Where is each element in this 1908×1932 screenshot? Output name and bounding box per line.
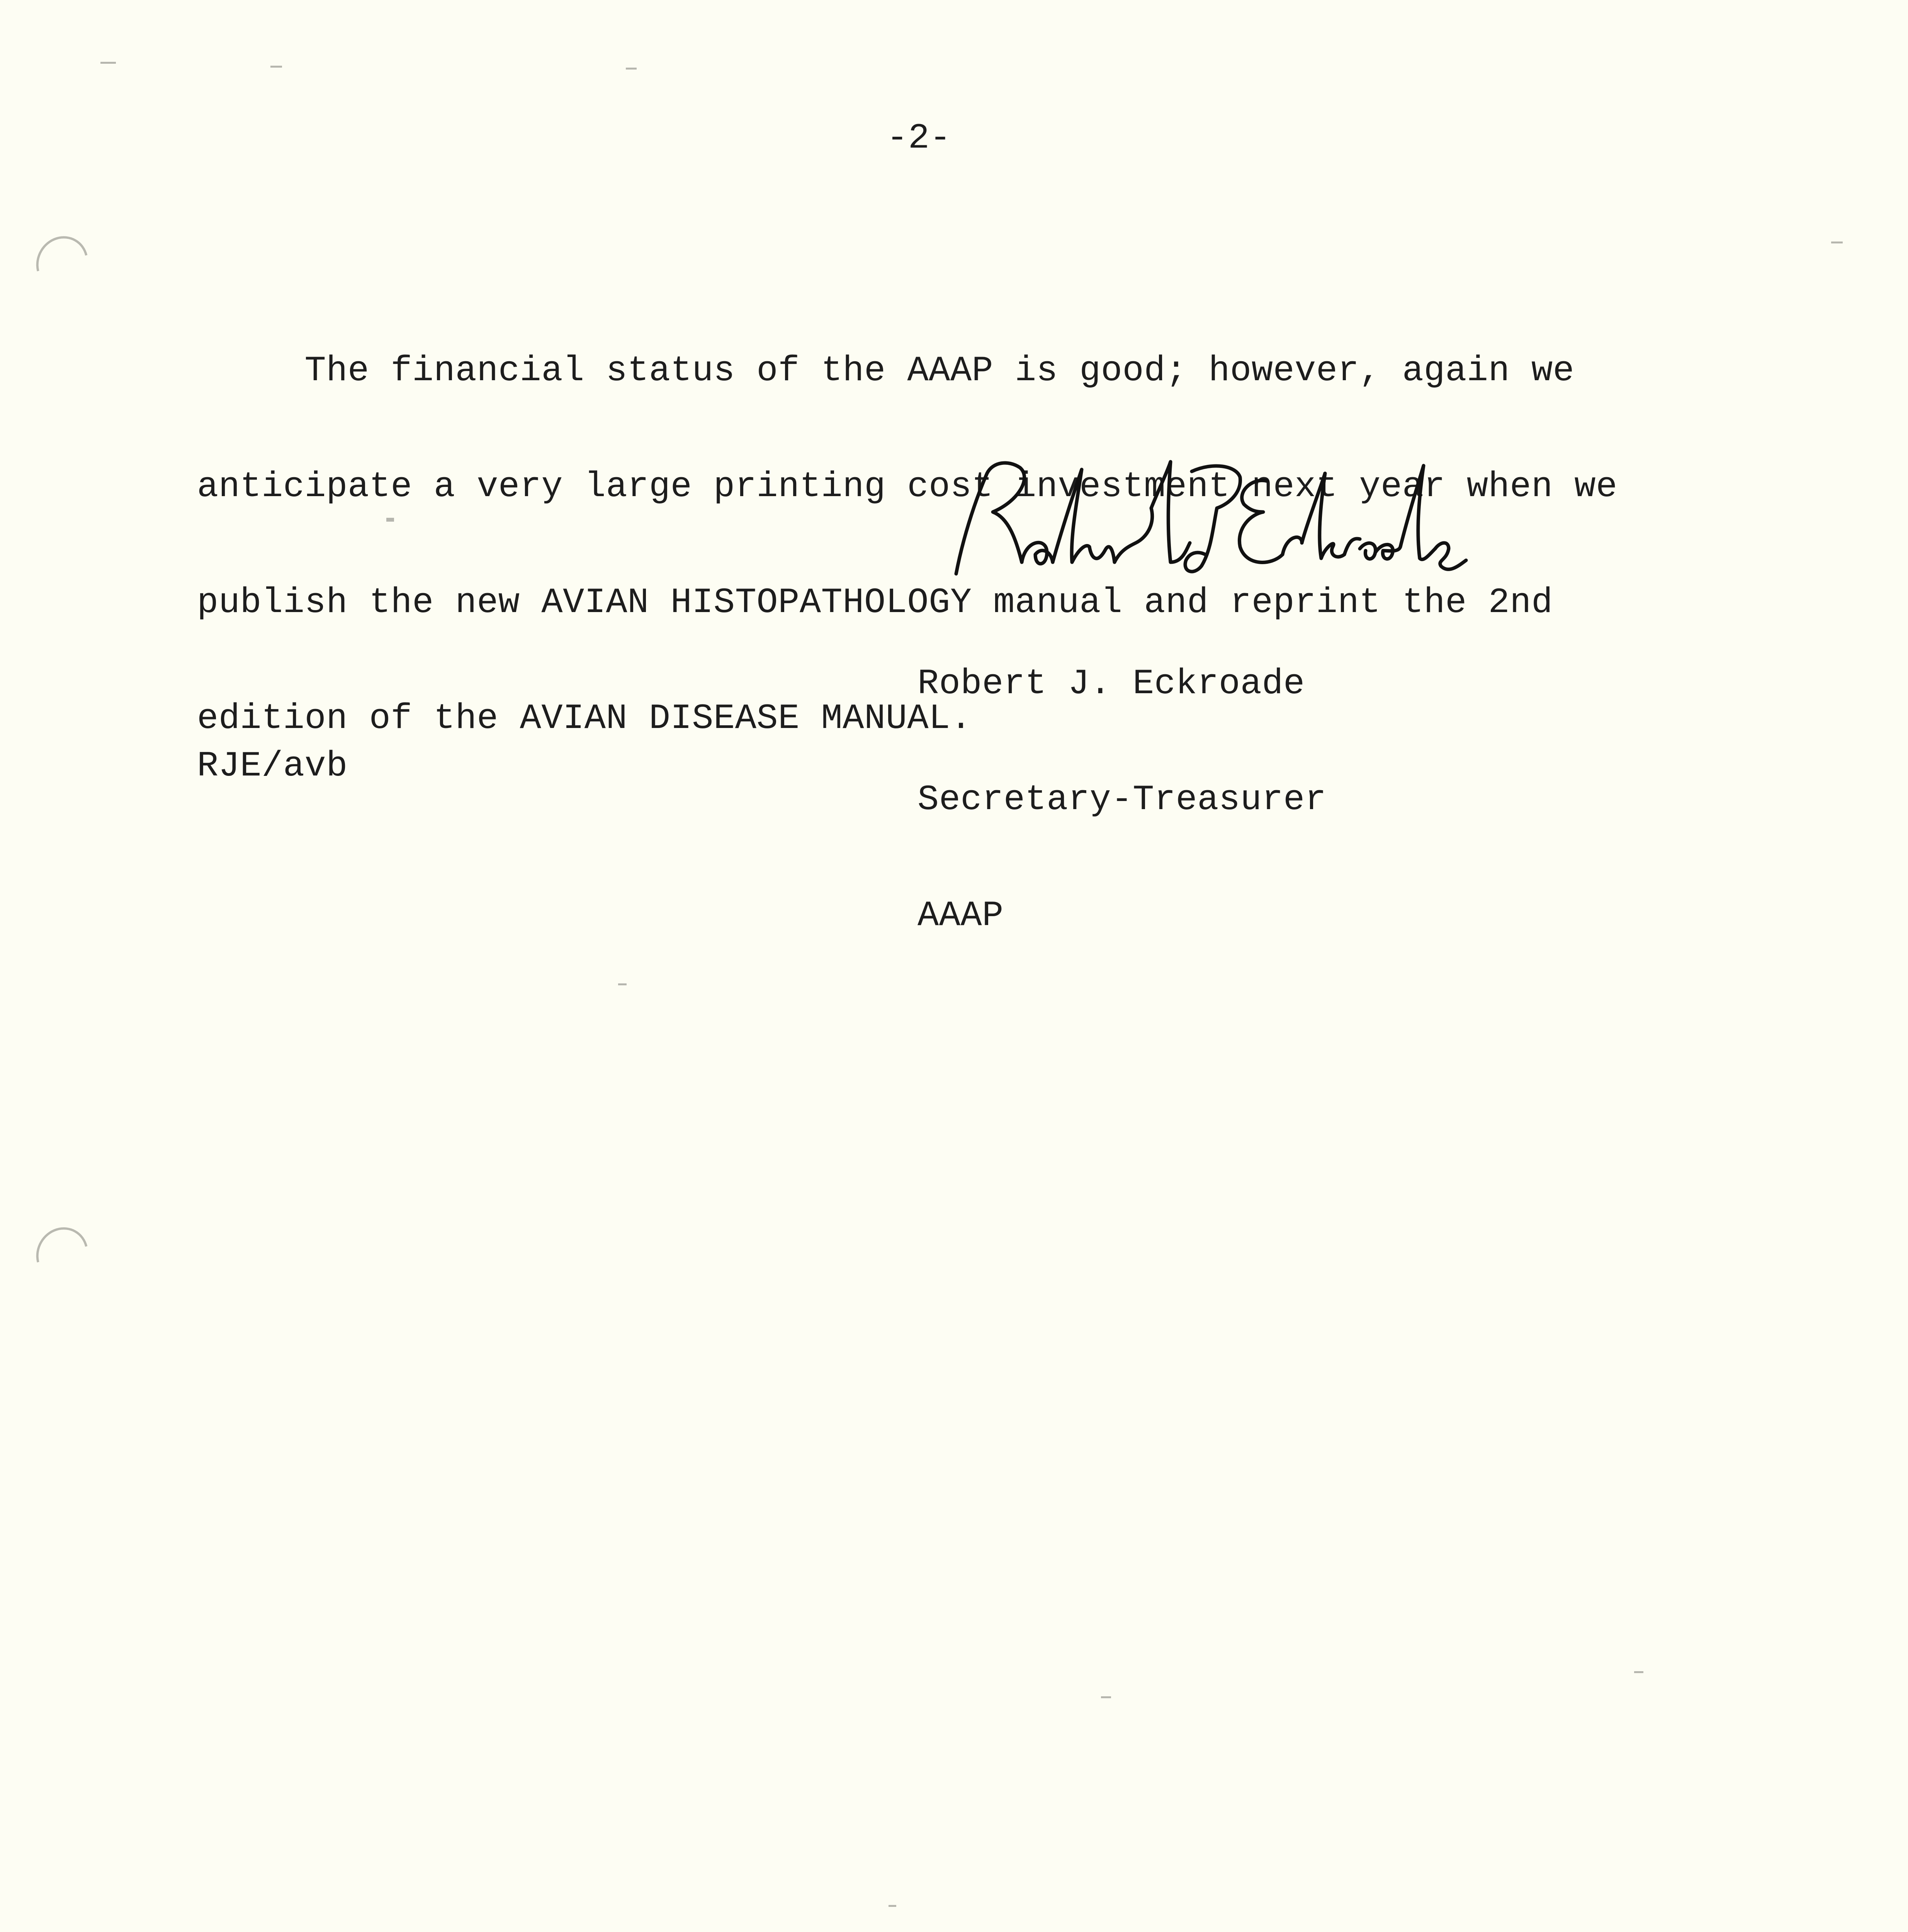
reference-initials: RJE/avb (197, 746, 348, 786)
signer-title: Secretary-Treasurer (917, 779, 1327, 820)
punch-hole-top (26, 227, 98, 300)
body-line: The financial status of the AAAP is good; however, again we (197, 350, 1575, 391)
signer-organization: AAAP (917, 895, 1004, 936)
body-line: publish the new AVIAN HISTOPATHOLOGY manual and reprint the 2nd (197, 582, 1553, 623)
body-line: anticipate a very large printing cost investment next year when we (197, 466, 1617, 507)
scan-speck (270, 66, 282, 68)
scan-speck (1101, 1696, 1111, 1698)
body-line: edition of the AVIAN DISEASE MANUAL. (197, 698, 972, 739)
scan-speck (1634, 1671, 1643, 1673)
signature-block (917, 587, 1326, 1012)
scan-speck (889, 1905, 896, 1907)
handwritten-signature (919, 450, 1472, 597)
scan-speck (626, 68, 637, 70)
punch-hole-middle (26, 1218, 98, 1291)
scan-speck (1831, 242, 1843, 243)
scan-speck (100, 62, 116, 64)
signer-name: Robert J. Eckroade (917, 663, 1305, 704)
scan-speck (618, 983, 627, 985)
page-number: -2- (887, 118, 951, 158)
